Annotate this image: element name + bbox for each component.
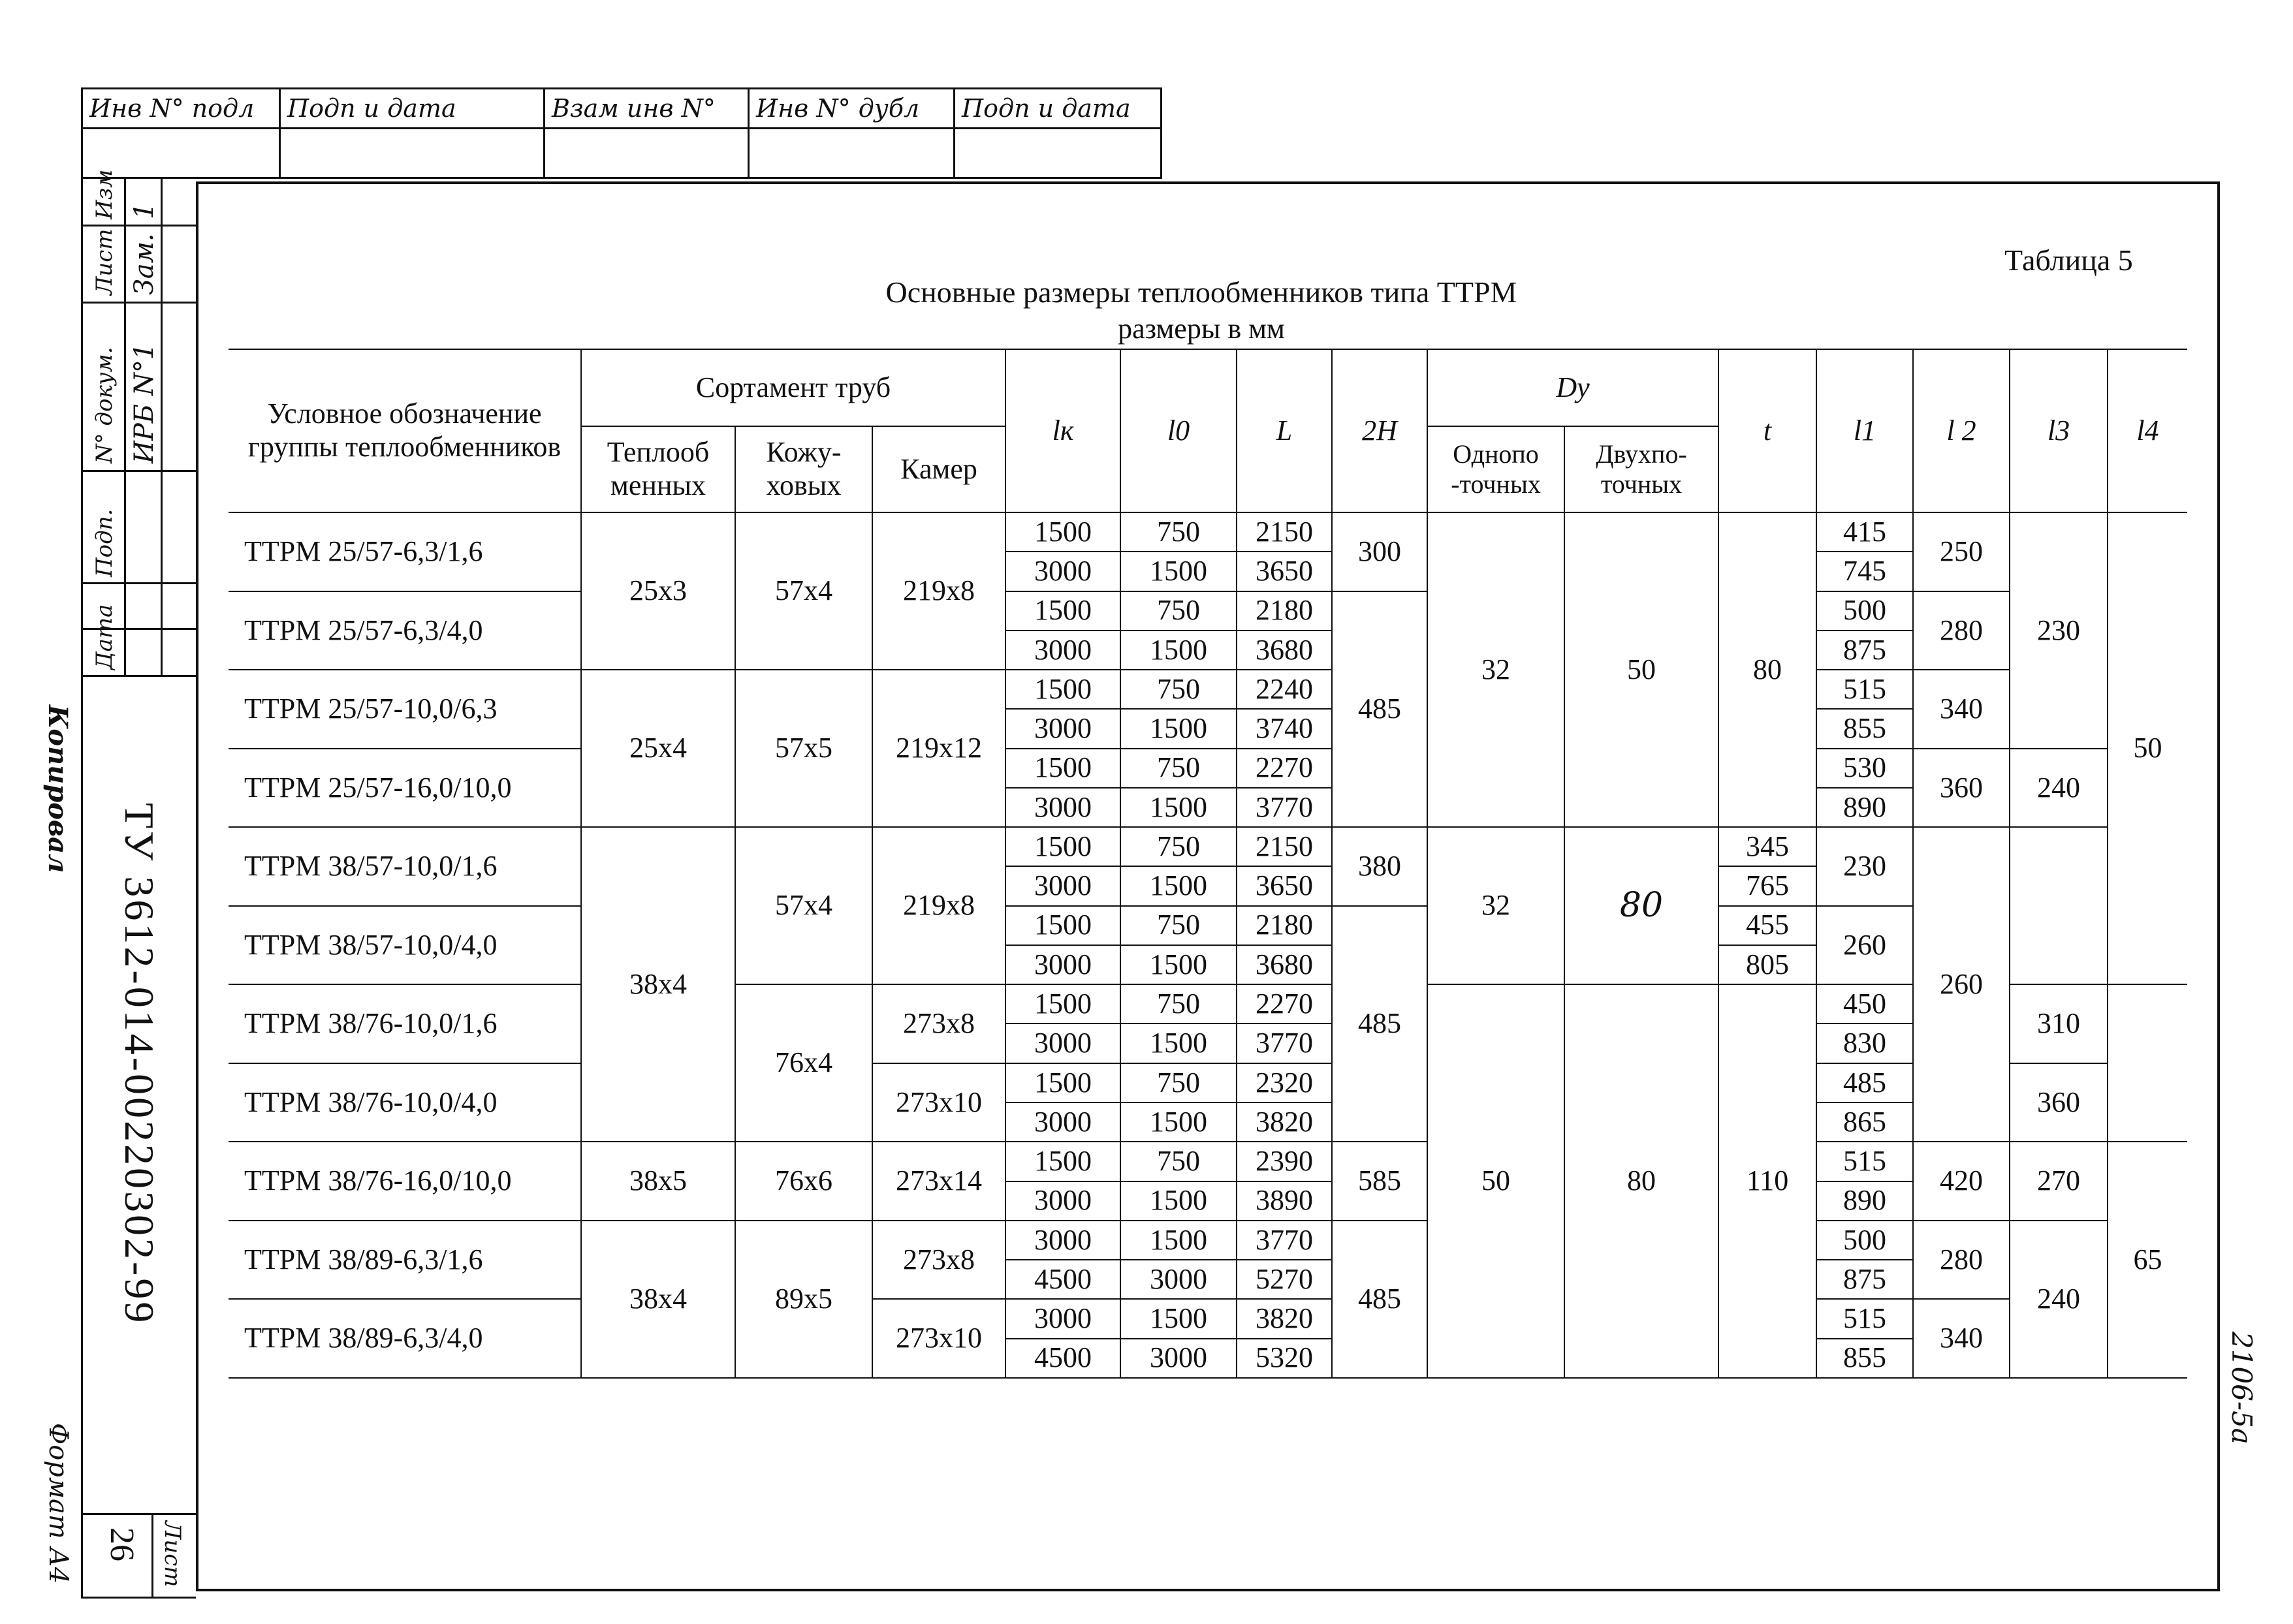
l1-value: 875 — [1816, 1260, 1913, 1299]
stamp-label: Подп и дата — [280, 89, 545, 129]
l0-value: 750 — [1120, 827, 1237, 866]
lk-value: 1500 — [1005, 512, 1120, 552]
lk-value: 3000 — [1005, 552, 1120, 591]
group-name: ТТРМ 25/57-16,0/10,0 — [229, 749, 581, 828]
table-label: Таблица 5 — [2004, 243, 2133, 277]
l1-value: 830 — [1816, 1023, 1913, 1063]
l0-value: 1500 — [1120, 552, 1237, 591]
dy-single-value: 32 — [1427, 512, 1564, 827]
lk-value: 1500 — [1005, 827, 1120, 866]
l0-value: 1500 — [1120, 1299, 1237, 1338]
2h-value: 485 — [1332, 906, 1427, 1142]
header-l2: l 2 — [1913, 349, 2010, 512]
l0-value: 3000 — [1120, 1339, 1237, 1378]
l4-value: 50 — [2108, 512, 2187, 984]
t-value: 110 — [1718, 984, 1816, 1378]
header-dy-single: Однопо -точных — [1427, 426, 1564, 512]
L-value: 3650 — [1237, 552, 1332, 591]
header-l1: l1 — [1816, 349, 1913, 512]
L-value: 3650 — [1237, 866, 1332, 905]
tube-heat: 38х4 — [581, 1221, 735, 1378]
lk-value: 1500 — [1005, 1142, 1120, 1181]
l2-value: 280 — [1913, 1221, 2010, 1300]
l1-value: 345 — [1718, 827, 1816, 866]
l1-value: 805 — [1718, 945, 1816, 984]
lk-value: 3000 — [1005, 631, 1120, 670]
sheet-label: Лист — [159, 1521, 185, 1587]
l1-value: 890 — [1816, 788, 1913, 827]
header-dy: Dy — [1427, 349, 1718, 426]
tube-heat: 38х5 — [581, 1142, 735, 1221]
group-name: ТТРМ 25/57-10,0/6,3 — [229, 670, 581, 749]
l0-value: 1500 — [1120, 1023, 1237, 1063]
l4-value: 65 — [2108, 1142, 2187, 1378]
header-l0: l0 — [1120, 349, 1237, 512]
L-value: 5270 — [1237, 1260, 1332, 1299]
l3-value: 230 — [2010, 512, 2108, 749]
l0-value: 3000 — [1120, 1260, 1237, 1299]
l1-value: 890 — [1816, 1181, 1913, 1221]
L-value: 2180 — [1237, 906, 1332, 945]
2h-value: 380 — [1332, 827, 1427, 906]
tube-chamber: 219х8 — [872, 827, 1005, 984]
lk-value: 3000 — [1005, 1181, 1120, 1221]
L-value: 3820 — [1237, 1102, 1332, 1142]
l2-value: 250 — [1913, 512, 2010, 591]
l1-value: 515 — [1816, 1299, 1913, 1338]
header-lk: lк — [1005, 349, 1120, 512]
l1-value: 765 — [1718, 866, 1816, 905]
l0-value: 1500 — [1120, 1102, 1237, 1142]
tube-shell: 57х5 — [735, 670, 872, 827]
l0-value: 750 — [1120, 670, 1237, 709]
l1-value: 500 — [1816, 1221, 1913, 1260]
tube-shell: 76х4 — [735, 984, 872, 1142]
group-name: ТТРМ 25/57-6,3/1,6 — [229, 512, 581, 591]
l0-value: 1500 — [1120, 1181, 1237, 1221]
group-name: ТТРМ 38/57-10,0/4,0 — [229, 906, 581, 985]
lk-value: 3000 — [1005, 709, 1120, 748]
header-l3: l3 — [2010, 349, 2108, 512]
l2-value: 260 — [1816, 906, 1913, 985]
lk-value: 3000 — [1005, 1221, 1120, 1260]
L-value: 3770 — [1237, 1023, 1332, 1063]
tube-chamber: 273х8 — [872, 984, 1005, 1063]
2h-value: 485 — [1332, 1221, 1427, 1378]
lk-value: 3000 — [1005, 788, 1120, 827]
group-name: ТТРМ 38/89-6,3/1,6 — [229, 1221, 581, 1300]
tube-chamber: 219х8 — [872, 512, 1005, 670]
L-value: 2270 — [1237, 749, 1332, 788]
L-value: 3740 — [1237, 709, 1332, 748]
header-l4: l4 — [2108, 349, 2187, 512]
tube-shell: 57х4 — [735, 512, 872, 670]
L-value: 2390 — [1237, 1142, 1332, 1181]
l2-value: 360 — [1913, 749, 2010, 828]
l0-value: 1500 — [1120, 788, 1237, 827]
l3-value: 240 — [2010, 1221, 2108, 1378]
tube-chamber: 273х14 — [872, 1142, 1005, 1221]
stamp-label: Подп и дата — [955, 89, 1162, 129]
lk-value: 3000 — [1005, 1023, 1120, 1063]
tube-heat: 25х3 — [581, 512, 735, 670]
group-name: ТТРМ 38/57-10,0/1,6 — [229, 827, 581, 906]
l3-value: 260 — [1913, 827, 2010, 1142]
side-label: Изм — [91, 169, 118, 219]
l3-value: 270 — [2010, 1142, 2108, 1221]
L-value: 3680 — [1237, 631, 1332, 670]
tube-heat: 25х4 — [581, 670, 735, 827]
L-value: 2320 — [1237, 1063, 1332, 1102]
l0-value: 1500 — [1120, 945, 1237, 984]
header-2H: 2H — [1332, 349, 1427, 512]
L-value: 5320 — [1237, 1339, 1332, 1378]
side-label: Дата — [91, 604, 118, 670]
header-tubes-heat: Теплооб менных — [581, 426, 735, 512]
l2-value: 340 — [1913, 670, 2010, 749]
tube-chamber: 219х12 — [872, 670, 1005, 827]
side-label: Лист — [91, 228, 118, 295]
t-value: 80 — [1564, 827, 1718, 984]
l1-value: 485 — [1816, 1063, 1913, 1102]
L-value: 2180 — [1237, 591, 1332, 631]
l1-value: 530 — [1816, 749, 1913, 788]
L-value: 2240 — [1237, 670, 1332, 709]
L-value: 3770 — [1237, 1221, 1332, 1260]
header-dy-double: Двухпо- точных — [1564, 426, 1718, 512]
table-title: Основные размеры теплообменников типа ТТРМ — [885, 275, 1517, 309]
group-name: ТТРМ 25/57-6,3/4,0 — [229, 591, 581, 670]
lk-value: 4500 — [1005, 1260, 1120, 1299]
l1-value: 450 — [1816, 984, 1913, 1023]
top-stamp — [81, 87, 1162, 179]
stamp-label: Инв N° дубл — [749, 89, 955, 129]
header-tubes-chamber: Камер — [872, 426, 1005, 512]
l0-value: 750 — [1120, 591, 1237, 631]
L-value: 3680 — [1237, 945, 1332, 984]
L-value: 3890 — [1237, 1181, 1332, 1221]
lk-value: 1500 — [1005, 906, 1120, 945]
tube-chamber: 273х8 — [872, 1221, 1005, 1300]
table-units: размеры в мм — [1118, 313, 1285, 345]
l2-value: 340 — [1913, 1299, 2010, 1378]
copied-label: Копировал — [42, 705, 73, 873]
group-name: ТТРМ 38/76-10,0/1,6 — [229, 984, 581, 1063]
l0-value: 750 — [1120, 984, 1237, 1023]
l0-value: 750 — [1120, 512, 1237, 552]
lk-value: 1500 — [1005, 591, 1120, 631]
header-tubes-shell: Кожу- ховых — [735, 426, 872, 512]
stamp-label: Инв N° подл — [82, 89, 280, 129]
stamp-label: Взам инв N° — [545, 89, 749, 129]
l3-value: 240 — [2010, 749, 2108, 828]
lk-value: 1500 — [1005, 984, 1120, 1023]
sheet-number: 26 — [103, 1527, 140, 1561]
l1-value: 415 — [1816, 512, 1913, 552]
2h-value: 585 — [1332, 1142, 1427, 1221]
dy-double-value: 80 — [1564, 984, 1718, 1378]
l1-value: 500 — [1816, 591, 1913, 631]
revision-entry: Зам. — [129, 233, 159, 295]
l0-value: 1500 — [1120, 709, 1237, 748]
lk-value: 3000 — [1005, 866, 1120, 905]
header-group: Условное обозначение группы теплообменников — [229, 349, 581, 512]
tube-shell: 89х5 — [735, 1221, 872, 1378]
side-label: N° докум. — [91, 347, 118, 463]
l0-value: 1500 — [1120, 631, 1237, 670]
dy-double-value: 32 — [1427, 827, 1564, 984]
lk-value: 3000 — [1005, 1299, 1120, 1338]
L-value: 2150 — [1237, 827, 1332, 866]
2h-value: 300 — [1332, 512, 1427, 591]
group-name: ТТРМ 38/76-16,0/10,0 — [229, 1142, 581, 1221]
l1-value: 515 — [1816, 1142, 1913, 1181]
revision-entry: 1 — [129, 202, 159, 219]
l1-value: 515 — [1816, 670, 1913, 709]
l1-value: 455 — [1718, 906, 1816, 945]
l1-value: 745 — [1816, 552, 1913, 591]
l2-value: 230 — [1816, 827, 1913, 906]
2h-value: 485 — [1332, 591, 1427, 828]
dy-double-value: 50 — [1564, 512, 1718, 827]
tube-shell: 76х6 — [735, 1142, 872, 1221]
t-value: 80 — [1718, 512, 1816, 827]
tube-heat: 38х4 — [581, 827, 735, 1142]
lk-value: 1500 — [1005, 670, 1120, 709]
header-tubes: Сортамент труб — [581, 349, 1005, 426]
l2-value: 360 — [2010, 1063, 2108, 1142]
l0-value: 750 — [1120, 906, 1237, 945]
dy-single-value: 50 — [1427, 984, 1564, 1378]
tube-shell: 57х4 — [735, 827, 872, 984]
lk-value: 3000 — [1005, 1102, 1120, 1142]
group-name: ТТРМ 38/89-6,3/4,0 — [229, 1299, 581, 1378]
side-label: Подп. — [91, 508, 118, 577]
l0-value: 1500 — [1120, 1221, 1237, 1260]
l1-value: 855 — [1816, 1339, 1913, 1378]
l0-value: 750 — [1120, 1142, 1237, 1181]
L-value: 2150 — [1237, 512, 1332, 552]
l1-value: 855 — [1816, 709, 1913, 748]
L-value: 3820 — [1237, 1299, 1332, 1338]
l1-value: 875 — [1816, 631, 1913, 670]
format-label: Формат А4 — [43, 1423, 73, 1584]
lk-value: 1500 — [1005, 1063, 1120, 1102]
l0-value: 1500 — [1120, 866, 1237, 905]
lk-value: 4500 — [1005, 1339, 1120, 1378]
l1-value: 865 — [1816, 1102, 1913, 1142]
l0-value: 750 — [1120, 1063, 1237, 1102]
L-value: 3770 — [1237, 788, 1332, 827]
header-t: t — [1718, 349, 1816, 512]
l0-value: 750 — [1120, 749, 1237, 788]
l2-value: 420 — [1913, 1142, 2010, 1221]
revision-entry: ИРБ N°1 — [129, 343, 159, 463]
lk-value: 3000 — [1005, 945, 1120, 984]
tube-chamber: 273х10 — [872, 1063, 1005, 1142]
L-value: 2270 — [1237, 984, 1332, 1023]
header-L: L — [1237, 349, 1332, 512]
group-name: ТТРМ 38/76-10,0/4,0 — [229, 1063, 581, 1142]
l2-value: 280 — [1913, 591, 2010, 670]
document-code: ТУ 3612-014-00220302-99 — [116, 803, 163, 1326]
dimensions-table — [229, 349, 2187, 1379]
right-margin-mark: 2106-5а — [2226, 1332, 2258, 1444]
lk-value: 1500 — [1005, 749, 1120, 788]
tube-chamber: 273х10 — [872, 1299, 1005, 1378]
l2-value: 310 — [2010, 984, 2108, 1063]
